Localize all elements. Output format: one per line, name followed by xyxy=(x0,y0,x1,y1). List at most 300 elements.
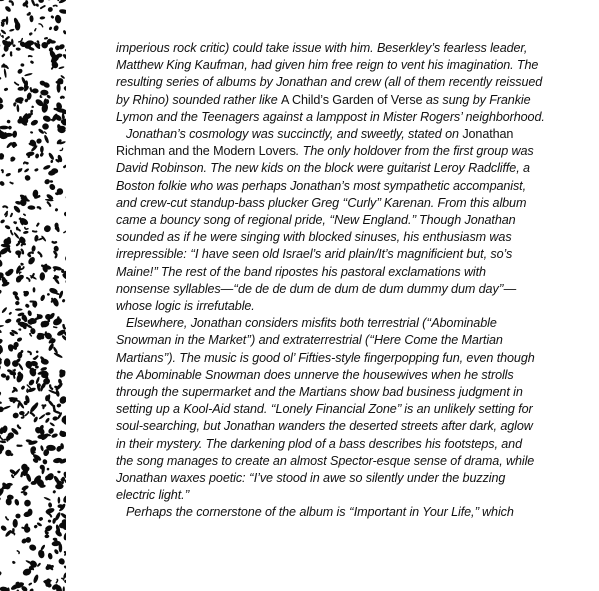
pattern-squiggle xyxy=(14,104,15,106)
pattern-spot xyxy=(62,53,66,61)
pattern-spot xyxy=(50,15,54,19)
body-text: came a bouncy song of regional pride, ‘‘New England.’’ Though Jonathan xyxy=(116,213,516,228)
pattern-spot xyxy=(3,87,8,91)
pattern-spot xyxy=(50,160,53,164)
pattern-spot xyxy=(13,232,20,240)
pattern-spot xyxy=(38,413,46,419)
pattern-squiggle xyxy=(63,325,64,328)
pattern-squiggle xyxy=(0,402,1,403)
body-text: Perhaps the cornerstone of the album is ‘‘Important in Your Life,’’ which xyxy=(126,505,514,520)
pattern-squiggle xyxy=(41,6,45,8)
pattern-squiggle xyxy=(11,231,13,235)
pattern-spot xyxy=(24,174,32,182)
body-text: Martians’’). The music is good ol’ Fifties-style fingerpopping fun, even though xyxy=(116,350,535,365)
pattern-spot xyxy=(43,134,49,144)
title-text: A Child’s Garden of Verse xyxy=(281,92,423,107)
body-text: irrepressible: ‘‘I have seen old Israel’s arid plain/It’s magnificient but, so’s xyxy=(116,247,513,262)
pattern-squiggle xyxy=(29,56,32,57)
text-line xyxy=(116,436,556,453)
pattern-spot xyxy=(48,26,52,30)
pattern-spot xyxy=(50,180,53,182)
pattern-squiggle xyxy=(52,299,53,302)
pattern-spot xyxy=(16,337,23,343)
pattern-spot xyxy=(24,303,30,309)
body-text: setting up a Kool-Aid stand. ‘‘Lonely Financial Zone’’ is an unlikely setting for xyxy=(116,402,533,417)
pattern-spot xyxy=(47,427,55,435)
pattern-spot xyxy=(34,235,39,242)
pattern-spot xyxy=(65,278,66,284)
body-text: through the supermarket and the Martians show bad business judgment in xyxy=(116,385,523,400)
text-line xyxy=(116,453,556,470)
pattern-spot xyxy=(63,532,66,541)
text-line xyxy=(116,178,556,195)
pattern-spot xyxy=(34,168,39,172)
pattern-spot xyxy=(54,14,62,24)
pattern-squiggle xyxy=(60,148,62,150)
pattern-spot xyxy=(29,15,33,22)
pattern-squiggle xyxy=(30,334,32,336)
pattern-squiggle xyxy=(39,24,43,27)
pattern-squiggle xyxy=(65,552,66,555)
pattern-spot xyxy=(48,519,52,523)
pattern-squiggle xyxy=(10,1,13,4)
pattern-spot xyxy=(22,315,25,320)
leopard-spot-pattern xyxy=(0,0,66,591)
pattern-spot xyxy=(23,230,29,234)
text-line xyxy=(116,246,556,263)
pattern-squiggle xyxy=(62,270,63,272)
pattern-squiggle xyxy=(48,202,51,206)
pattern-spot xyxy=(61,334,66,341)
pattern-spot xyxy=(55,389,60,397)
pattern-squiggle xyxy=(33,231,37,232)
pattern-spot xyxy=(58,395,66,405)
text-line xyxy=(116,470,556,487)
pattern-squiggle xyxy=(62,480,63,484)
pattern-squiggle xyxy=(32,106,33,107)
pattern-spot xyxy=(48,502,53,508)
pattern-spot xyxy=(0,180,5,187)
title-text: Richman and the Modern Lovers xyxy=(116,144,296,159)
body-text: Jonathan waxes poetic: ‘‘I’ve stood in awe so silently under the buzzing xyxy=(116,471,506,486)
pattern-spot xyxy=(0,338,4,346)
pattern-spot xyxy=(5,172,11,177)
pattern-spot xyxy=(53,352,63,359)
body-text: Matthew King Kaufman, had given him free reign to vent his imagination. The xyxy=(116,58,539,73)
pattern-squiggle xyxy=(12,475,13,477)
pattern-spot xyxy=(27,205,35,210)
pattern-spot xyxy=(40,146,44,153)
pattern-squiggle xyxy=(13,370,15,371)
pattern-squiggle xyxy=(29,253,33,254)
pattern-spot xyxy=(32,574,39,584)
pattern-spot xyxy=(4,318,12,324)
pattern-spot xyxy=(0,29,7,35)
pattern-squiggle xyxy=(14,374,15,378)
pattern-squiggle xyxy=(55,293,58,294)
pattern-spot xyxy=(15,513,21,518)
pattern-squiggle xyxy=(51,119,54,120)
pattern-spot xyxy=(13,519,18,528)
pattern-squiggle xyxy=(55,107,58,109)
body-text: soul-searching, but Jonathan wanders the deserted streets after dark, aglow xyxy=(116,419,533,434)
text-line xyxy=(116,367,556,384)
pattern-squiggle xyxy=(6,37,9,39)
pattern-spot xyxy=(30,0,36,7)
pattern-spot xyxy=(42,114,52,123)
pattern-squiggle xyxy=(27,385,30,388)
pattern-squiggle xyxy=(37,224,38,226)
pattern-spot xyxy=(0,126,9,130)
pattern-spot xyxy=(47,6,54,13)
text-line xyxy=(116,315,556,332)
pattern-spot xyxy=(16,47,21,51)
pattern-spot xyxy=(62,299,66,303)
pattern-spot xyxy=(43,224,53,234)
pattern-spot xyxy=(0,259,3,267)
pattern-spot xyxy=(57,83,61,93)
pattern-squiggle xyxy=(2,170,3,172)
pattern-squiggle xyxy=(54,327,57,328)
text-line xyxy=(116,92,556,109)
pattern-squiggle xyxy=(26,3,27,6)
body-text: the Abominable Snowman does unnerve the housewives when he strolls xyxy=(116,367,514,382)
pattern-spot xyxy=(59,543,63,552)
pattern-spot xyxy=(58,66,65,70)
pattern-spot xyxy=(23,499,31,507)
text-line xyxy=(116,298,556,315)
pattern-spot xyxy=(0,289,2,295)
pattern-spot xyxy=(20,385,25,390)
pattern-squiggle xyxy=(28,13,30,14)
pattern-squiggle xyxy=(15,83,19,85)
pattern-squiggle xyxy=(4,440,7,441)
text-line xyxy=(116,401,556,418)
pattern-squiggle xyxy=(14,145,16,147)
pattern-spot xyxy=(48,183,56,191)
pattern-spot xyxy=(6,119,11,124)
pattern-squiggle xyxy=(12,529,14,532)
pattern-spot xyxy=(13,205,22,214)
body-text: and crew-cut standup-bass plucker Greg ‘‘Curly’’ Karenan. From this album xyxy=(116,195,527,210)
text-line xyxy=(116,350,556,367)
pattern-spot xyxy=(35,350,38,353)
pattern-squiggle xyxy=(40,95,41,97)
pattern-spot xyxy=(30,60,35,64)
pattern-squiggle xyxy=(20,272,21,274)
pattern-spot xyxy=(15,308,23,311)
pattern-squiggle xyxy=(45,132,47,134)
article-paragraph xyxy=(116,504,556,521)
body-text: as sung by Frankie xyxy=(422,92,531,107)
pattern-spot xyxy=(56,403,62,408)
pattern-squiggle xyxy=(62,578,64,580)
pattern-spot xyxy=(4,358,11,367)
pattern-squiggle xyxy=(25,228,28,230)
pattern-spot xyxy=(33,524,38,529)
text-line xyxy=(116,160,556,177)
pattern-spot xyxy=(0,325,4,328)
pattern-spot xyxy=(28,378,36,386)
pattern-spot xyxy=(33,416,39,423)
pattern-squiggle xyxy=(50,385,52,389)
pattern-spot xyxy=(1,307,8,314)
text-line xyxy=(116,281,556,298)
body-text: electric light.’’ xyxy=(116,488,190,503)
body-text: imperious rock critic) could take issue with him. Beserkley’s fearless leader, xyxy=(116,41,528,55)
pattern-squiggle xyxy=(35,29,36,31)
pattern-spot xyxy=(20,63,24,67)
pattern-squiggle xyxy=(54,5,57,6)
pattern-spot xyxy=(44,371,48,377)
pattern-spot xyxy=(0,586,8,591)
pattern-squiggle xyxy=(62,561,63,563)
body-text: David Robinson. The new kids on the block were guitarist Leroy Radcliffe, a xyxy=(116,161,530,176)
body-text: sounded as if he were singing with blocked sinuses, his enthusiasm was xyxy=(116,230,512,245)
pattern-spot xyxy=(35,138,42,145)
pattern-spot xyxy=(31,245,36,252)
pattern-spot xyxy=(64,212,66,217)
pattern-squiggle xyxy=(35,196,39,197)
pattern-squiggle xyxy=(39,252,42,256)
pattern-squiggle xyxy=(56,579,57,582)
pattern-squiggle xyxy=(6,273,7,274)
pattern-spot xyxy=(58,0,66,4)
pattern-spot xyxy=(64,48,66,53)
pattern-spot xyxy=(0,327,2,334)
pattern-spot xyxy=(18,252,21,258)
pattern-spot xyxy=(4,224,11,230)
pattern-spot xyxy=(54,208,58,212)
pattern-spot xyxy=(0,524,8,531)
pattern-squiggle xyxy=(22,250,23,254)
pattern-squiggle xyxy=(6,517,8,520)
pattern-squiggle xyxy=(2,23,3,26)
title-text: Jonathan xyxy=(462,127,514,142)
article-paragraph xyxy=(116,315,556,504)
pattern-squiggle xyxy=(53,242,56,243)
pattern-spot xyxy=(52,416,58,421)
pattern-squiggle xyxy=(28,154,29,156)
pattern-spot xyxy=(28,543,37,552)
pattern-spot xyxy=(22,290,30,298)
pattern-spot xyxy=(16,104,19,112)
pattern-spot xyxy=(0,444,4,451)
pattern-spot xyxy=(8,311,12,315)
pattern-squiggle xyxy=(31,413,34,416)
text-line xyxy=(116,212,556,229)
pattern-spot xyxy=(42,123,49,130)
pattern-squiggle xyxy=(20,218,21,219)
pattern-squiggle xyxy=(43,407,44,408)
text-line xyxy=(116,487,556,504)
pattern-spot xyxy=(30,119,39,127)
pattern-squiggle xyxy=(31,88,32,91)
pattern-spot xyxy=(17,86,24,91)
pattern-squiggle xyxy=(11,214,12,216)
pattern-spot xyxy=(0,364,2,372)
pattern-spot xyxy=(24,168,30,173)
pattern-squiggle xyxy=(22,264,23,265)
pattern-spot xyxy=(6,16,9,25)
pattern-spot xyxy=(17,167,23,173)
pattern-squiggle xyxy=(54,406,55,410)
pattern-squiggle xyxy=(42,405,45,406)
pattern-spot xyxy=(43,164,52,170)
pattern-squiggle xyxy=(19,39,23,42)
body-text: Jonathan’s cosmology was succinctly, and sweetly, stated on xyxy=(126,127,463,142)
pattern-squiggle xyxy=(38,207,40,208)
pattern-spot xyxy=(39,272,45,281)
text-line xyxy=(116,229,556,246)
pattern-spot xyxy=(23,525,32,534)
pattern-squiggle xyxy=(25,162,28,163)
pattern-squiggle xyxy=(10,182,12,183)
pattern-spot xyxy=(0,44,1,48)
pattern-spot xyxy=(62,495,66,504)
text-line xyxy=(116,418,556,435)
text-line xyxy=(116,332,556,349)
text-line xyxy=(116,109,556,126)
pattern-squiggle xyxy=(17,551,19,554)
pattern-spot xyxy=(65,255,66,262)
pattern-spot xyxy=(24,72,33,76)
pattern-spot xyxy=(0,103,4,111)
pattern-spot xyxy=(0,0,5,2)
pattern-spot xyxy=(47,293,50,296)
pattern-spot xyxy=(36,562,41,567)
pattern-spot xyxy=(38,0,44,3)
pattern-spot xyxy=(58,497,61,504)
pattern-squiggle xyxy=(47,513,51,517)
pattern-squiggle xyxy=(13,562,14,563)
pattern-spot xyxy=(42,459,48,465)
pattern-spot xyxy=(40,294,46,302)
pattern-squiggle xyxy=(64,231,66,233)
pattern-svg xyxy=(0,0,66,591)
pattern-spot xyxy=(44,417,50,423)
pattern-spot xyxy=(63,30,66,35)
pattern-squiggle xyxy=(42,265,46,266)
pattern-spot xyxy=(12,130,17,138)
text-line xyxy=(116,384,556,401)
pattern-spot xyxy=(35,376,40,384)
pattern-spot xyxy=(9,28,15,32)
pattern-squiggle xyxy=(63,117,64,121)
text-line xyxy=(116,40,556,57)
pattern-spot xyxy=(63,85,66,92)
pattern-squiggle xyxy=(29,584,31,585)
pattern-spot xyxy=(39,152,44,158)
pattern-spot xyxy=(49,422,55,427)
body-text: nonsense syllables—‘‘de de de dum de dum de dum dummy dum day’’— xyxy=(116,281,517,296)
pattern-spot xyxy=(52,490,56,494)
pattern-squiggle xyxy=(0,436,2,440)
text-line xyxy=(116,143,556,160)
pattern-spot xyxy=(35,153,40,159)
pattern-spot xyxy=(27,310,33,317)
pattern-spot xyxy=(17,68,24,75)
pattern-squiggle xyxy=(18,426,20,429)
pattern-spot xyxy=(62,586,65,591)
pattern-spot xyxy=(32,88,39,93)
article-paragraph xyxy=(116,126,556,315)
article-body xyxy=(116,40,556,522)
body-text: in their mystery. The darkening plod of a bass describes his footsteps, and xyxy=(116,436,522,451)
pattern-squiggle xyxy=(17,242,19,245)
pattern-spot xyxy=(15,22,20,31)
pattern-spot xyxy=(12,412,20,420)
pattern-spot xyxy=(3,68,7,78)
pattern-spot xyxy=(46,467,49,470)
pattern-spot xyxy=(56,328,66,336)
pattern-spot xyxy=(0,570,2,577)
pattern-squiggle xyxy=(12,533,14,535)
pattern-spot xyxy=(0,345,4,354)
text-line xyxy=(116,57,556,74)
pattern-spot xyxy=(0,440,6,443)
pattern-spot xyxy=(59,430,66,437)
body-text: by Rhino) sounded rather like xyxy=(116,92,282,107)
body-text: . The only holdover from the first group was xyxy=(295,144,534,159)
pattern-squiggle xyxy=(22,416,24,418)
body-text: Snowman in the Market’’) and extraterrestrial (‘‘Here Come the Martian xyxy=(116,333,503,348)
pattern-spot xyxy=(0,95,4,105)
pattern-spot xyxy=(53,548,59,554)
pattern-spot xyxy=(15,301,20,306)
body-text: Boston folkie who was perhaps Jonathan’s most sympathetic accompanist, xyxy=(116,178,526,193)
pattern-squiggle xyxy=(38,41,39,42)
pattern-squiggle xyxy=(46,529,47,532)
pattern-spot xyxy=(45,412,50,416)
pattern-squiggle xyxy=(36,5,37,6)
pattern-spot xyxy=(27,256,36,266)
pattern-spot xyxy=(0,77,2,80)
pattern-squiggle xyxy=(30,34,31,35)
pattern-spot xyxy=(14,498,20,506)
body-text: Lymon and the Teenagers against a lamppost in Mister Rogers’ neighborhood. xyxy=(116,109,545,124)
pattern-squiggle xyxy=(25,412,28,416)
pattern-spot xyxy=(51,433,59,439)
body-text: Elsewhere, Jonathan considers misfits both terrestrial (‘‘Abominable xyxy=(126,316,497,331)
pattern-spot xyxy=(53,25,60,32)
article-paragraph xyxy=(116,40,556,126)
pattern-spot xyxy=(0,497,1,502)
pattern-spot xyxy=(48,152,55,161)
pattern-squiggle xyxy=(35,319,37,320)
pattern-spot xyxy=(30,131,34,134)
pattern-spot xyxy=(37,549,45,559)
pattern-squiggle xyxy=(3,55,4,56)
pattern-spot xyxy=(0,31,2,38)
body-text: whose logic is irrefutable. xyxy=(116,299,255,314)
pattern-spot xyxy=(4,5,12,13)
pattern-spot xyxy=(60,512,66,520)
pattern-squiggle xyxy=(2,36,3,38)
pattern-squiggle xyxy=(27,278,30,281)
pattern-squiggle xyxy=(33,566,34,570)
pattern-spot xyxy=(18,363,24,371)
text-line xyxy=(116,195,556,212)
text-line xyxy=(116,504,556,521)
pattern-spot xyxy=(19,411,25,415)
pattern-squiggle xyxy=(22,473,23,477)
pattern-spot xyxy=(65,194,66,200)
pattern-squiggle xyxy=(22,244,25,245)
body-text: the song manages to create an almost Spector-esque sense of drama, while xyxy=(116,453,535,468)
text-line xyxy=(116,264,556,281)
pattern-spot xyxy=(0,219,6,225)
